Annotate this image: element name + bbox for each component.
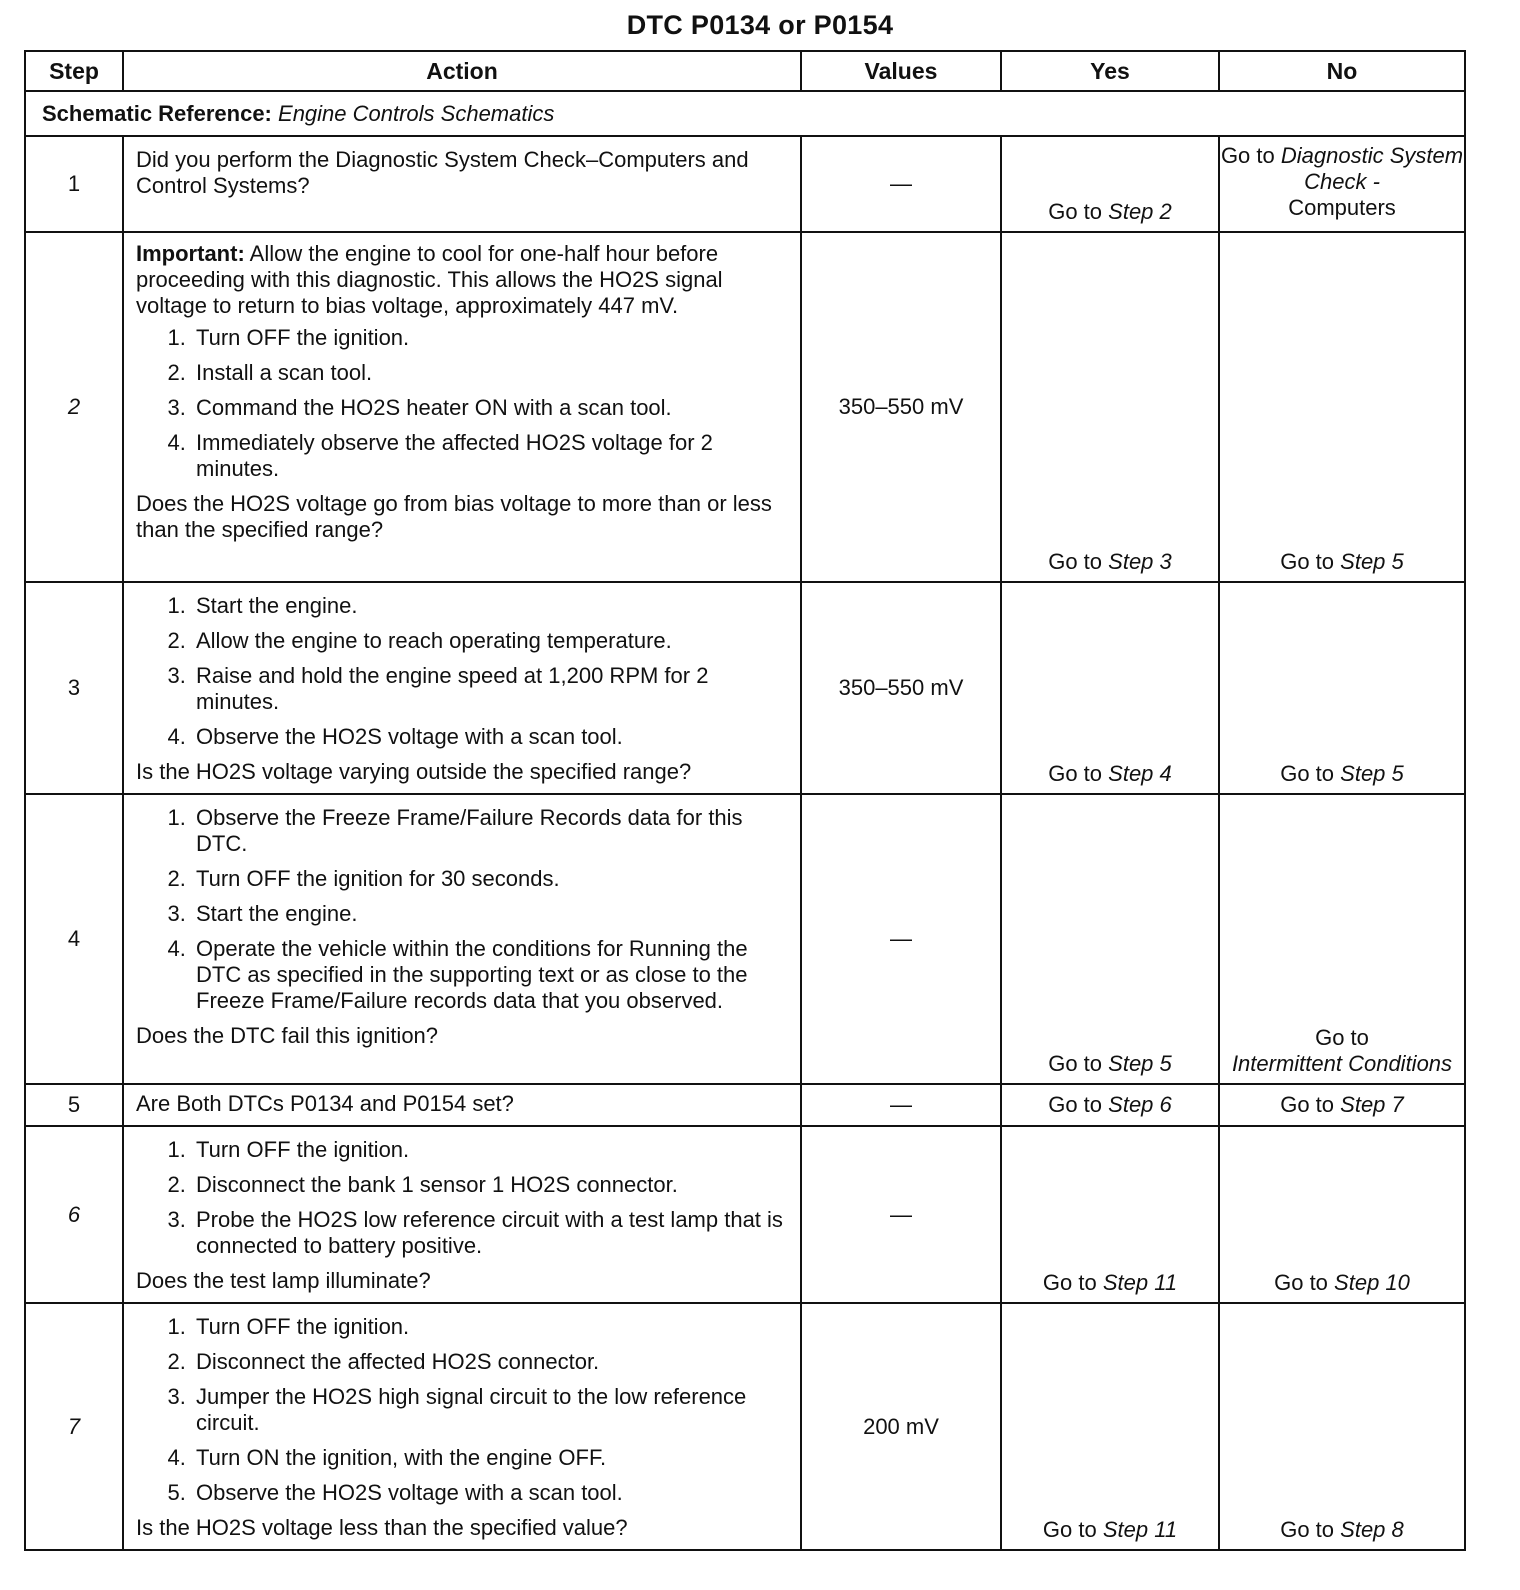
header-action: Action: [123, 51, 801, 91]
step-ref: Step 8: [1340, 1517, 1404, 1542]
question-text: Is the HO2S voltage less than the specified value?: [136, 1515, 628, 1540]
value-cell: —: [801, 136, 1001, 232]
list-item: 3. Start the engine.: [192, 901, 792, 927]
schematic-reference: [25, 91, 1465, 136]
table-row: [25, 136, 1465, 232]
step-number: 6: [25, 1126, 123, 1303]
step-ref: Intermittent Conditions: [1231, 1051, 1453, 1076]
goto-text: Go to: [1048, 549, 1103, 574]
no-ref-tail: Computers: [1288, 195, 1396, 220]
value-cell: —: [801, 794, 1001, 1084]
step-number: 2: [25, 232, 123, 582]
list-item: 4. Turn ON the ignition, with the engine OFF.: [192, 1445, 792, 1471]
goto-text: Go to: [1048, 1092, 1103, 1117]
value-cell: —: [801, 1084, 1001, 1126]
goto-text: Go to: [1280, 1092, 1335, 1117]
schematic-link: Engine Controls Schematics: [278, 100, 555, 126]
list-item: 4. Observe the HO2S voltage with a scan tool.: [192, 724, 792, 750]
header-step: Step: [25, 51, 123, 91]
action-cell: [123, 232, 801, 582]
list-item: 3. Probe the HO2S low reference circuit with a test lamp that is connected to battery positive.: [192, 1207, 792, 1259]
step-ref: Step 11: [1102, 1270, 1178, 1295]
important-text: Allow the engine to cool for one-half hour before proceeding with this diagnostic. This allows the HO2S signal voltage to return to bias voltage, approximately 447 mV.: [136, 241, 723, 318]
action-cell: [123, 1303, 801, 1550]
list-item: 3. Jumper the HO2S high signal circuit to the low reference circuit.: [192, 1384, 792, 1436]
step-number: 3: [25, 582, 123, 794]
table-row: [25, 1084, 1465, 1126]
goto-text: Go to: [1048, 199, 1103, 224]
no-cell: [1219, 794, 1465, 1084]
yes-cell: [1001, 582, 1219, 794]
step-ref: Step 10: [1334, 1270, 1410, 1295]
yes-cell: [1001, 232, 1219, 582]
step-number: 7: [25, 1303, 123, 1550]
goto-text: Go to: [1274, 1270, 1328, 1295]
question-text: Does the test lamp illuminate?: [136, 1268, 431, 1293]
step-ref: Step 5: [1340, 761, 1404, 786]
yes-cell: [1001, 794, 1219, 1084]
no-cell: [1219, 582, 1465, 794]
schematic-row: [25, 91, 1465, 136]
table-row: [25, 1126, 1465, 1303]
step-ref: Step 6: [1108, 1092, 1172, 1117]
question-text: Did you perform the Diagnostic System Check–Computers and Control Systems?: [136, 147, 749, 198]
header-no: No: [1219, 51, 1465, 91]
step-list: [136, 325, 792, 482]
step-ref: Step 4: [1108, 761, 1172, 786]
value-cell: 350–550 mV: [801, 582, 1001, 794]
header-yes: Yes: [1001, 51, 1219, 91]
goto-text: Go to: [1315, 1025, 1369, 1050]
table-row: [25, 794, 1465, 1084]
goto-text: Go to: [1280, 1517, 1335, 1542]
step-number: 5: [25, 1084, 123, 1126]
table-row: [25, 232, 1465, 582]
list-item: 2. Disconnect the bank 1 sensor 1 HO2S connector.: [192, 1172, 792, 1198]
goto-text: Go to: [1280, 549, 1335, 574]
yes-cell: [1001, 1084, 1219, 1126]
goto-text: Go to: [1220, 143, 1275, 168]
goto-text: Go to: [1280, 761, 1335, 786]
step-number: 1: [25, 136, 123, 232]
list-item: 5. Observe the HO2S voltage with a scan tool.: [192, 1480, 792, 1506]
step-ref: Step 2: [1108, 199, 1172, 224]
goto-text: Go to: [1048, 761, 1103, 786]
step-list: [136, 593, 792, 750]
goto-text: Go to: [1048, 1051, 1103, 1076]
action-cell: [123, 1126, 801, 1303]
header-values: Values: [801, 51, 1001, 91]
list-item: 2. Turn OFF the ignition for 30 seconds.: [192, 866, 792, 892]
step-list: [136, 805, 792, 1014]
no-cell: [1219, 136, 1465, 232]
value-cell: —: [801, 1126, 1001, 1303]
list-item: 1. Turn OFF the ignition.: [192, 325, 792, 351]
schematic-label: Schematic Reference:: [42, 100, 272, 126]
question-text: Is the HO2S voltage varying outside the specified range?: [136, 759, 692, 784]
list-item: 1. Turn OFF the ignition.: [192, 1137, 792, 1163]
step-list: [136, 1137, 792, 1259]
no-cell: [1219, 232, 1465, 582]
action-cell: [123, 582, 801, 794]
no-cell: [1219, 1303, 1465, 1550]
list-item: 3. Command the HO2S heater ON with a scan tool.: [192, 395, 792, 421]
list-item: 2. Allow the engine to reach operating temperature.: [192, 628, 792, 654]
header-row: [25, 51, 1465, 91]
value-cell: 350–550 mV: [801, 232, 1001, 582]
step-list: [136, 1314, 792, 1506]
step-ref: Diagnostic System Check -: [1280, 143, 1464, 194]
step-ref: Step 7: [1340, 1092, 1404, 1117]
yes-cell: [1001, 136, 1219, 232]
table-row: [25, 582, 1465, 794]
action-cell: [123, 136, 801, 232]
list-item: 4. Operate the vehicle within the conditions for Running the DTC as specified in the supporting text or as close to the Freeze Frame/Failure records data that you observed.: [192, 936, 792, 1014]
list-item: 1. Turn OFF the ignition.: [192, 1314, 792, 1340]
list-item: 2. Disconnect the affected HO2S connector.: [192, 1349, 792, 1375]
goto-text: Go to: [1042, 1517, 1097, 1542]
list-item: 2. Install a scan tool.: [192, 360, 792, 386]
step-ref: Step 5: [1340, 549, 1404, 574]
goto-text: Go to: [1042, 1270, 1097, 1295]
table-row: [25, 1303, 1465, 1550]
action-cell: [123, 794, 801, 1084]
list-item: 3. Raise and hold the engine speed at 1,200 RPM for 2 minutes.: [192, 663, 792, 715]
list-item: 1. Observe the Freeze Frame/Failure Records data for this DTC.: [192, 805, 792, 857]
important-label: Important:: [136, 241, 245, 266]
no-cell: [1219, 1126, 1465, 1303]
question-text: Are Both DTCs P0134 and P0154 set?: [136, 1091, 514, 1116]
step-ref: Step 5: [1108, 1051, 1172, 1076]
document-title: DTC P0134 or P0154: [626, 10, 894, 40]
action-cell: [123, 1084, 801, 1126]
yes-cell: [1001, 1303, 1219, 1550]
diagnostic-table: [24, 50, 1466, 1551]
no-cell: [1219, 1084, 1465, 1126]
important-note: [136, 241, 792, 319]
step-number: 4: [25, 794, 123, 1084]
step-ref: Step 11: [1102, 1517, 1178, 1542]
yes-cell: [1001, 1126, 1219, 1303]
question-text: Does the HO2S voltage go from bias voltage to more than or less than the specified range?: [136, 491, 772, 542]
step-ref: Step 3: [1108, 549, 1172, 574]
value-cell: 200 mV: [801, 1303, 1001, 1550]
question-text: Does the DTC fail this ignition?: [136, 1023, 439, 1048]
list-item: 4. Immediately observe the affected HO2S voltage for 2 minutes.: [192, 430, 792, 482]
list-item: 1. Start the engine.: [192, 593, 792, 619]
